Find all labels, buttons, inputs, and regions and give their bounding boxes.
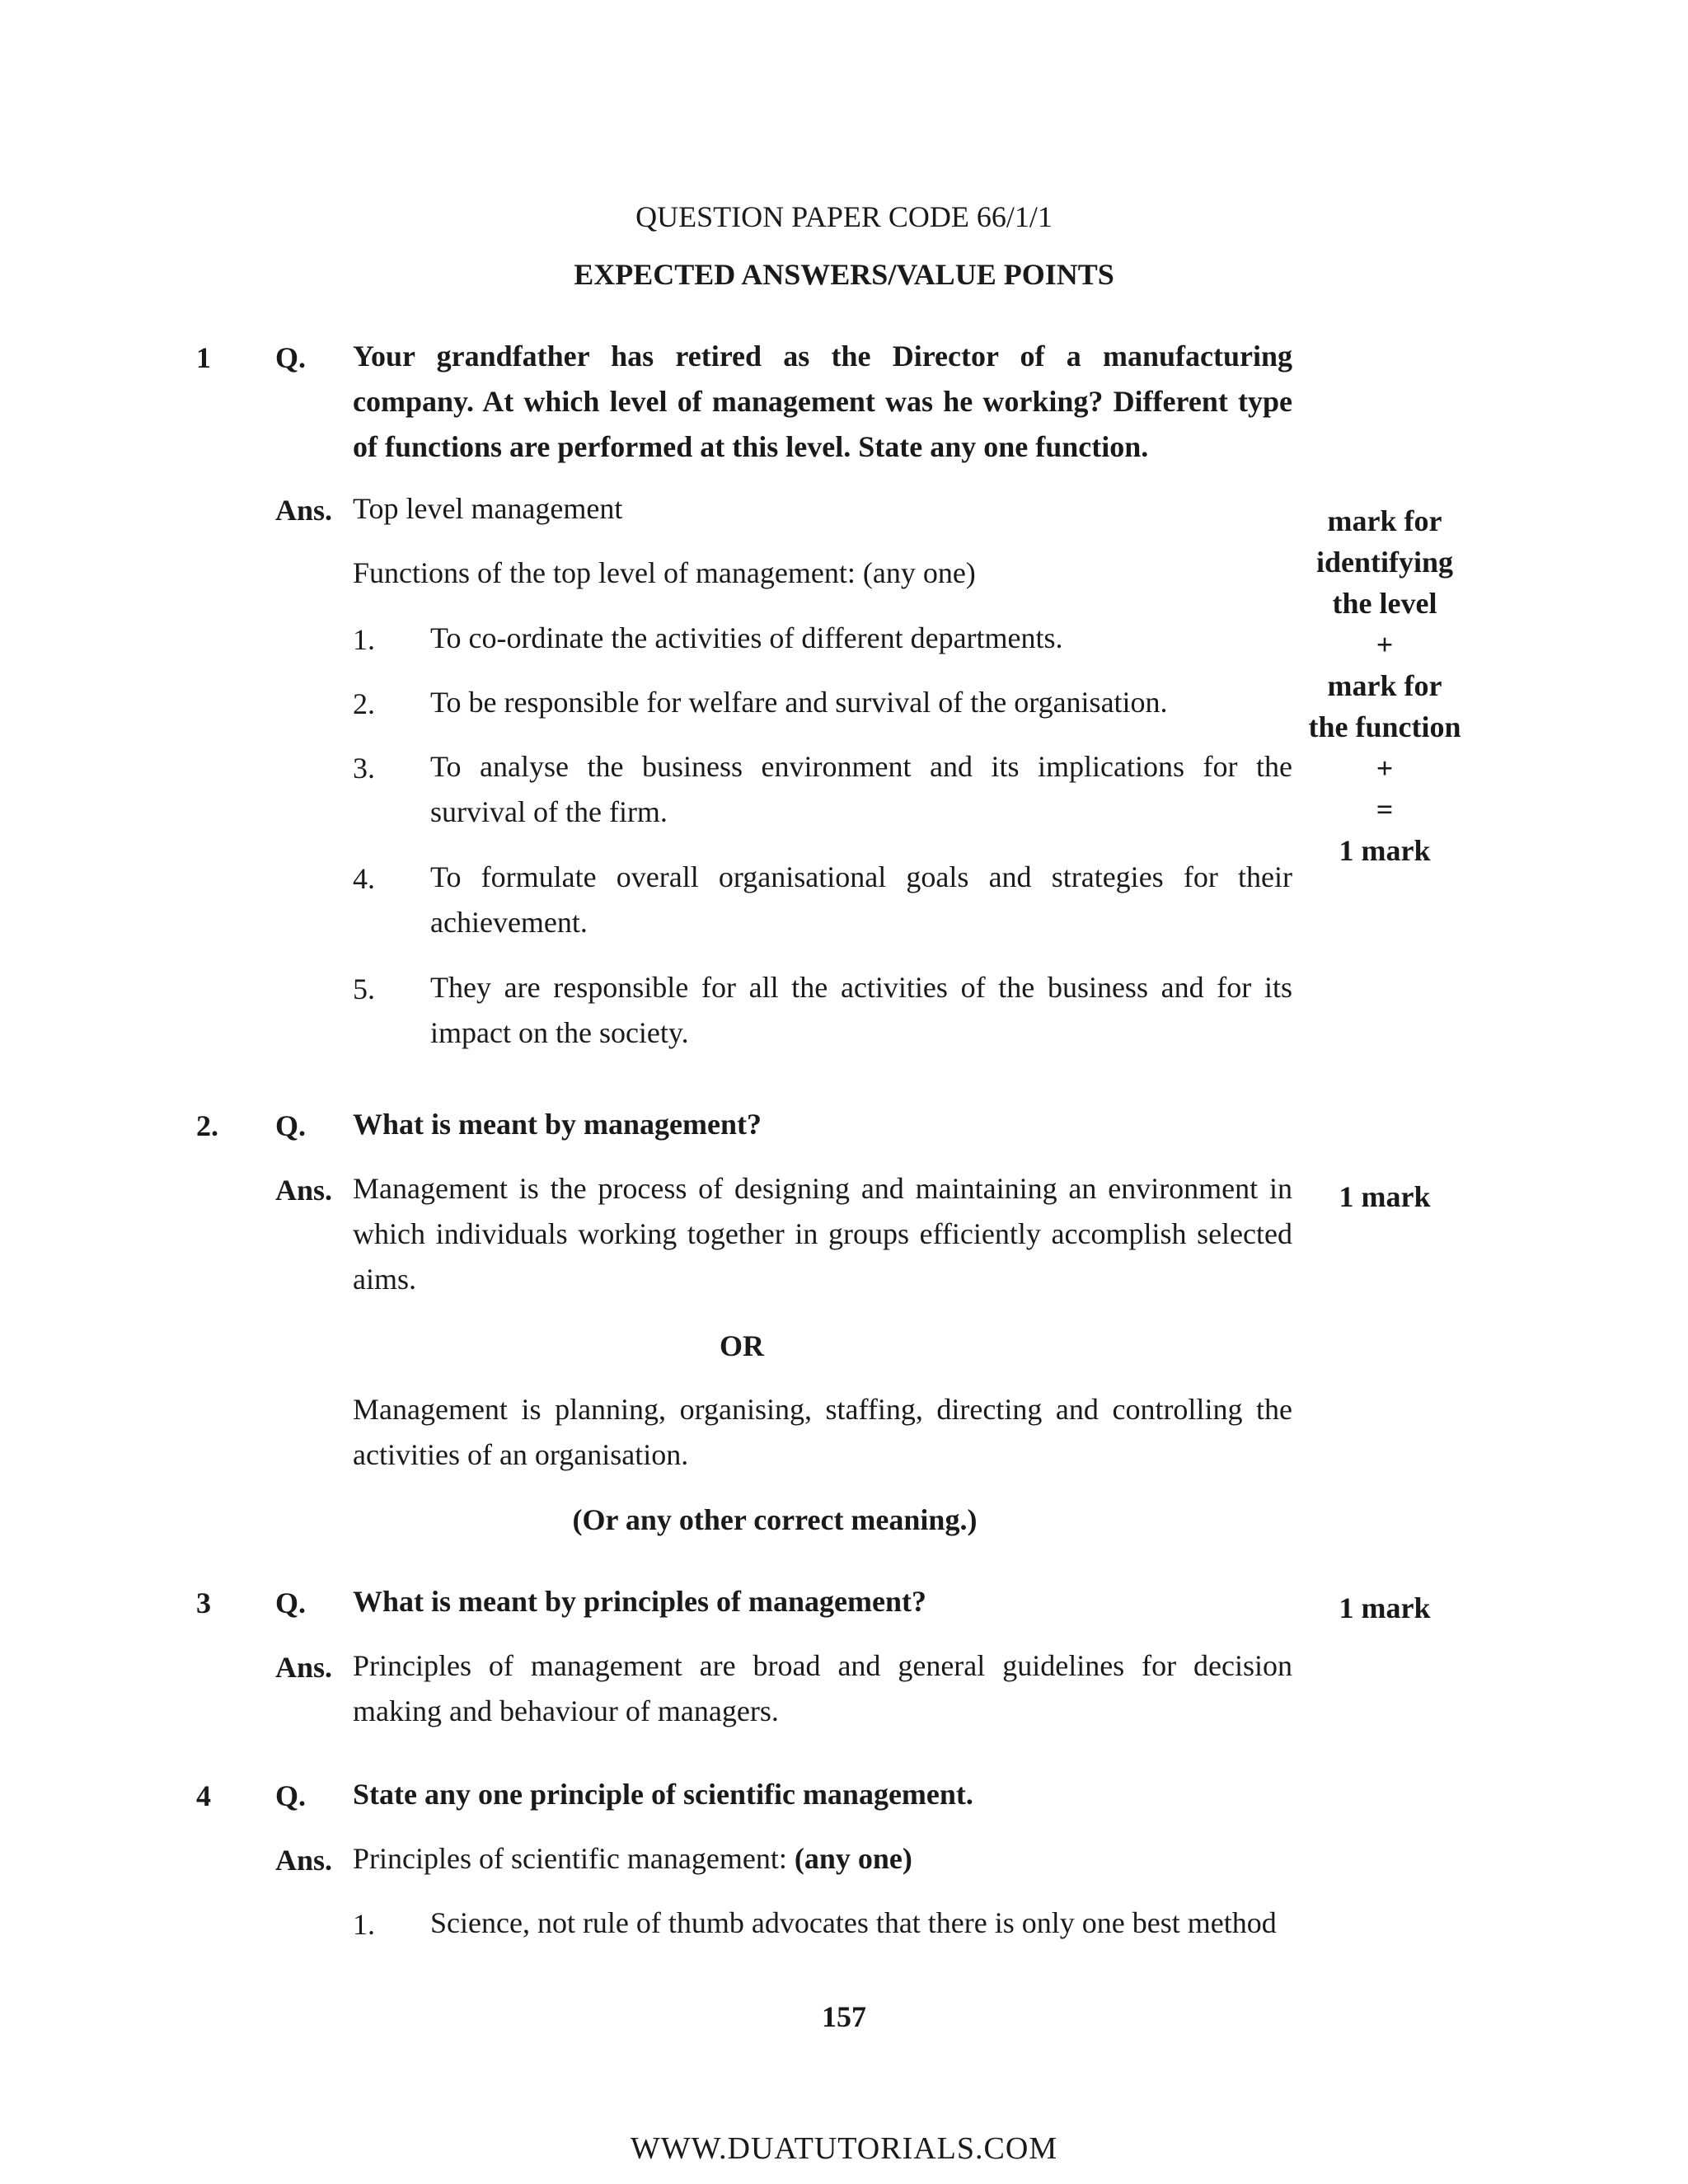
answer-text-3: Principles of management are broad and general guidelines for decision making and behaviour of managers.: [353, 1649, 1292, 1727]
answer-label-3: Ans.: [275, 1651, 333, 1684]
question-number-1: 1: [196, 341, 211, 374]
mark-note: identifying: [1315, 546, 1454, 579]
list-item: To be responsible for welfare and survival of the organisation.: [430, 686, 1168, 719]
list-item-number: 3.: [353, 752, 375, 785]
page-number: 157: [822, 2000, 866, 2033]
question-number-3: 3: [196, 1586, 211, 1619]
mark-note: 1 mark: [1339, 834, 1431, 867]
or-separator: OR: [720, 1329, 764, 1362]
paper-code: QUESTION PAPER CODE 66/1/1: [635, 200, 1053, 233]
answer-text-4-prefix: Principles of scientific management:: [353, 1842, 795, 1875]
list-item: To analyse the business environment and its implications for the survival of the firm.: [430, 750, 1292, 828]
question-text-3: What is meant by principles of management?: [353, 1585, 926, 1618]
question-text-2: What is meant by management?: [353, 1108, 762, 1141]
list-item-number: 1.: [353, 1908, 375, 1941]
footer-website: WWW.DUATUTORIALS.COM: [630, 2131, 1058, 2166]
list-item: To co-ordinate the activities of different departments.: [430, 621, 1063, 654]
list-item-number: 1.: [353, 623, 375, 656]
mark-note: +: [1376, 628, 1394, 661]
list-item: Science, not rule of thumb advocates that there is only one best method: [430, 1906, 1277, 1939]
list-item-number: 2.: [353, 687, 375, 720]
question-label-1: Q.: [275, 341, 307, 374]
list-item-number: 5.: [353, 972, 375, 1005]
answer-text-2-alt: Management is planning, organising, staffing, directing and controlling the activities of an organisation.: [353, 1393, 1292, 1471]
mark-note: the function: [1308, 710, 1461, 743]
list-item: They are responsible for all the activities of the business and for its impact on the society.: [430, 971, 1292, 1049]
mark-note: the level: [1332, 587, 1437, 620]
mark-note: =: [1376, 793, 1394, 826]
question-label-4: Q.: [275, 1779, 307, 1812]
answer-text-4-qualifier: (any one): [794, 1842, 912, 1875]
mark-note: +: [1376, 752, 1394, 785]
question-label-2: Q.: [275, 1109, 307, 1142]
answer-text-2: Management is the process of designing and maintaining an environment in which individuals working together in groups efficiently accomplish selected aims.: [353, 1172, 1292, 1296]
answer-label-2: Ans.: [275, 1174, 333, 1207]
answer-label-1: Ans.: [275, 494, 333, 527]
mark-note: 1 mark: [1339, 1591, 1431, 1624]
list-item: To formulate overall organisational goals and strategies for their achievement.: [430, 860, 1292, 939]
mark-note: 1 mark: [1339, 1180, 1431, 1213]
question-text-4: State any one principle of scientific management.: [353, 1778, 973, 1811]
mark-note: mark for: [1327, 669, 1442, 702]
page-title: EXPECTED ANSWERS/VALUE POINTS: [574, 258, 1114, 291]
question-label-3: Q.: [275, 1586, 307, 1619]
answer-text-4: [353, 1836, 1292, 1882]
functions-intro: Functions of the top level of management: (any one): [353, 556, 976, 589]
question-text-1: Your grandfather has retired as the Director of a manufacturing company. At which level of management was he working? Different type of functions are performed at this level. State any one function.: [353, 340, 1292, 463]
question-number-4: 4: [196, 1779, 211, 1812]
answer-note: (Or any other correct meaning.): [572, 1503, 978, 1536]
mark-note: mark for: [1327, 504, 1442, 537]
question-number-2: 2.: [196, 1109, 218, 1142]
answer-text-1: Top level management: [353, 492, 623, 525]
list-item-number: 4.: [353, 862, 375, 895]
answer-label-4: Ans.: [275, 1844, 333, 1877]
